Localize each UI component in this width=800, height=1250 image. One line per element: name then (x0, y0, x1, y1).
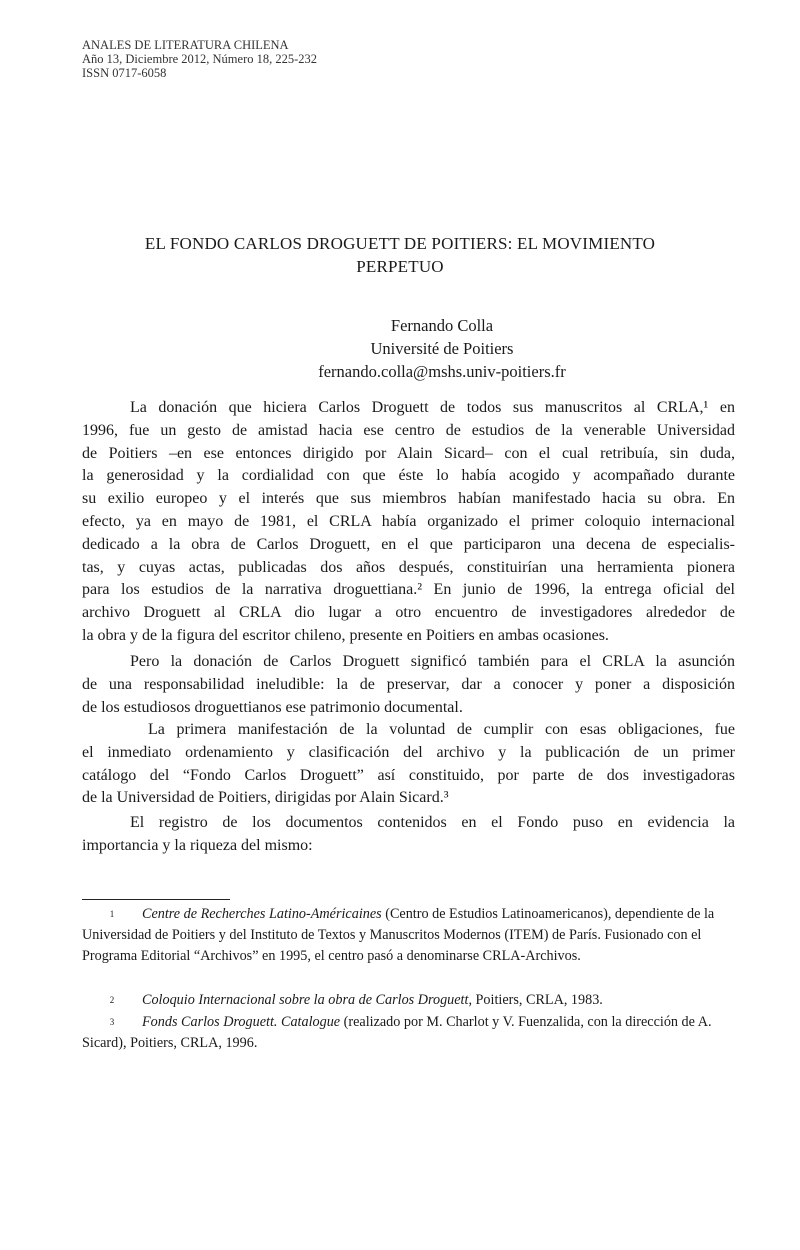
footnote-number: 3 (109, 1017, 115, 1027)
text-line: catálogo del “Fondo Carlos Droguett” así constituido, por parte de dos investigadoras (82, 766, 735, 784)
footnote-3 (82, 1012, 735, 1054)
text-line: de los estudiosos droguettianos ese patrimonio documental. (82, 698, 463, 716)
footnote-text: (Centro de Estudios Latinoamericanos), dependiente de la Universidad de Poitiers y del Instituto de Textos y Manuscritos Modernos (ITEM) de París. Fusionado con el Programa Editorial “Archivos” en 1995, el centro pasó a denominarse CRLA-Archivos. (82, 906, 715, 964)
title-line: EL FONDO CARLOS DROGUETT DE POITIERS: EL MOVIMIENTO (144, 234, 656, 253)
text-line: importancia y la riqueza del mismo: (82, 836, 313, 854)
author-name: Fernando Colla (390, 316, 494, 335)
author-affiliation: Université de Poitiers (370, 339, 514, 358)
text-line: de Poitiers –en ese entonces dirigido por Alain Sicard– con el cual retribuía, sin duda, (82, 444, 735, 462)
footnote-italic: Coloquio Internacional sobre la obra de Carlos Droguett (142, 992, 469, 1008)
article-title (0, 232, 800, 278)
footnote-divider (82, 899, 230, 900)
journal-issn: ISSN 0717-6058 (82, 66, 167, 80)
paragraph (82, 812, 735, 858)
text-line: la obra y de la figura del escritor chileno, presente en Poitiers en ambas ocasiones. (82, 626, 609, 644)
text-line: la generosidad y la cordialidad con que éste lo había acogido y acompañado durante (82, 467, 735, 485)
footnote-text: (realizado por M. Charlot y V. Fuenzalida, con la dirección de A. Sicard), Poitiers, CRLA, 1996. (82, 1014, 712, 1051)
text-line: La donación que hiciera Carlos Droguett de todos sus manuscritos al CRLA,¹ en (130, 399, 735, 416)
footnote-2 (82, 990, 735, 1011)
text-line: La primera manifestación de la voluntad de cumplir con esas obligaciones, fue (148, 721, 735, 738)
paragraph (82, 651, 735, 719)
text-line: dedicado a la obra de Carlos Droguett, en el que participaron una decena de especialis- (82, 535, 735, 553)
footnote-1 (82, 904, 735, 967)
text-line: el inmediato ordenamiento y clasificación del archivo y la publicación de un primer (82, 743, 735, 761)
text-line: 1996, fue un gesto de amistad hacia ese centro de estudios de la venerable Universidad (82, 421, 735, 439)
journal-issue: Año 13, Diciembre 2012, Número 18, 225-232 (82, 52, 318, 66)
footnote-text: , Poitiers, CRLA, 1983. (468, 992, 603, 1008)
text-line: El registro de los documentos contenidos en el Fondo puso en evidencia la (130, 814, 735, 831)
text-line: de la Universidad de Poitiers, dirigidas por Alain Sicard.³ (82, 789, 449, 807)
title-line: PERPETUO (356, 257, 444, 276)
footnote-italic: Centre de Recherches Latino-Américaines (142, 906, 382, 922)
text-line: efecto, ya en mayo de 1981, el CRLA había organizado el primer coloquio internacional (82, 512, 735, 530)
text-line: tas, y cuyas actas, publicadas dos años después, constituirían una herramienta pionera (82, 558, 735, 576)
journal-name: ANALES DE LITERATURA CHILENA (82, 38, 289, 52)
text-line: de una responsabilidad ineludible: la de preservar, dar a conocer y poner a disposición (82, 675, 735, 693)
author-block (0, 314, 800, 383)
text-line: para los estudios de la narrativa droguettiana.² En junio de 1996, la entrega oficial del (82, 581, 735, 599)
footnote-number: 2 (109, 995, 115, 1005)
text-line: archivo Droguett al CRLA dio lugar a otro encuentro de investigadores alrededor de (82, 604, 735, 622)
footnote-number: 1 (109, 909, 115, 919)
paragraph (82, 397, 735, 648)
author-email[interactable]: fernando.colla@mshs.univ-poitiers.fr (318, 362, 566, 381)
text-line: Pero la donación de Carlos Droguett significó también para el CRLA la asunción (130, 653, 735, 670)
journal-header (82, 38, 317, 80)
text-line: su exilio europeo y el interés que sus miembros habían manifestado hacia su obra. En (82, 490, 735, 508)
footnote-italic: Fonds Carlos Droguett. Catalogue (142, 1014, 341, 1030)
paragraph (82, 719, 735, 810)
